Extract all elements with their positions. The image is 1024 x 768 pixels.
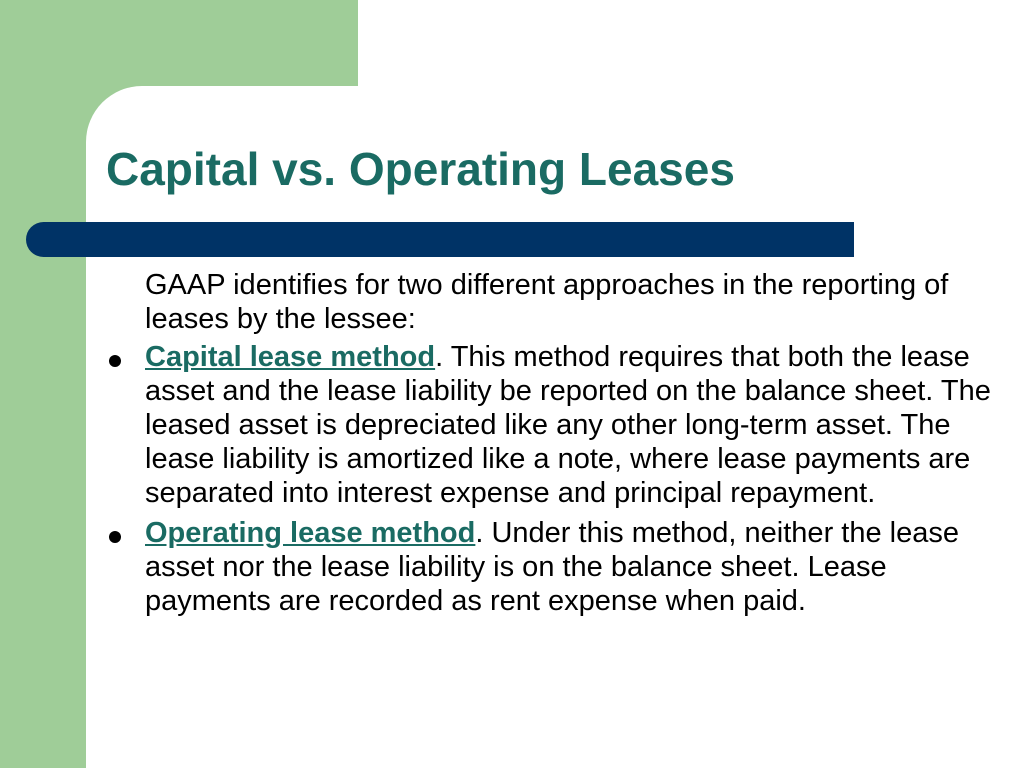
- bullet-text: Under this method, neither the lease asset nor the lease liability is on the balance sheet. Lease payments are recorded as rent expense when paid.: [145, 517, 959, 617]
- bullet-separator: .: [475, 517, 484, 549]
- bullet-text: This method requires that both the lease asset and the lease liability be reported on the balance sheet. The leased asset is depreciated like any other long-term asset. The lease liability is amortized like a note, where lease payments are separated into interest expense and principal repayment.: [145, 341, 991, 509]
- bullet-item-operating-lease: [106, 516, 1006, 618]
- slide-body: [106, 268, 1006, 624]
- bullet-dot-icon: [109, 531, 121, 543]
- bullet-item-capital-lease: [106, 340, 1006, 510]
- bullet-term: Operating lease method: [145, 517, 476, 549]
- bullet-separator: .: [435, 341, 444, 373]
- intro-text: GAAP identifies for two different approaches in the reporting of leases by the lessee:: [145, 269, 949, 335]
- slide-title: Capital vs. Operating Leases: [106, 143, 735, 195]
- bullet-dot-icon: [109, 355, 121, 367]
- title-underline-bar: [26, 222, 854, 257]
- bullet-term: Capital lease method: [145, 341, 436, 373]
